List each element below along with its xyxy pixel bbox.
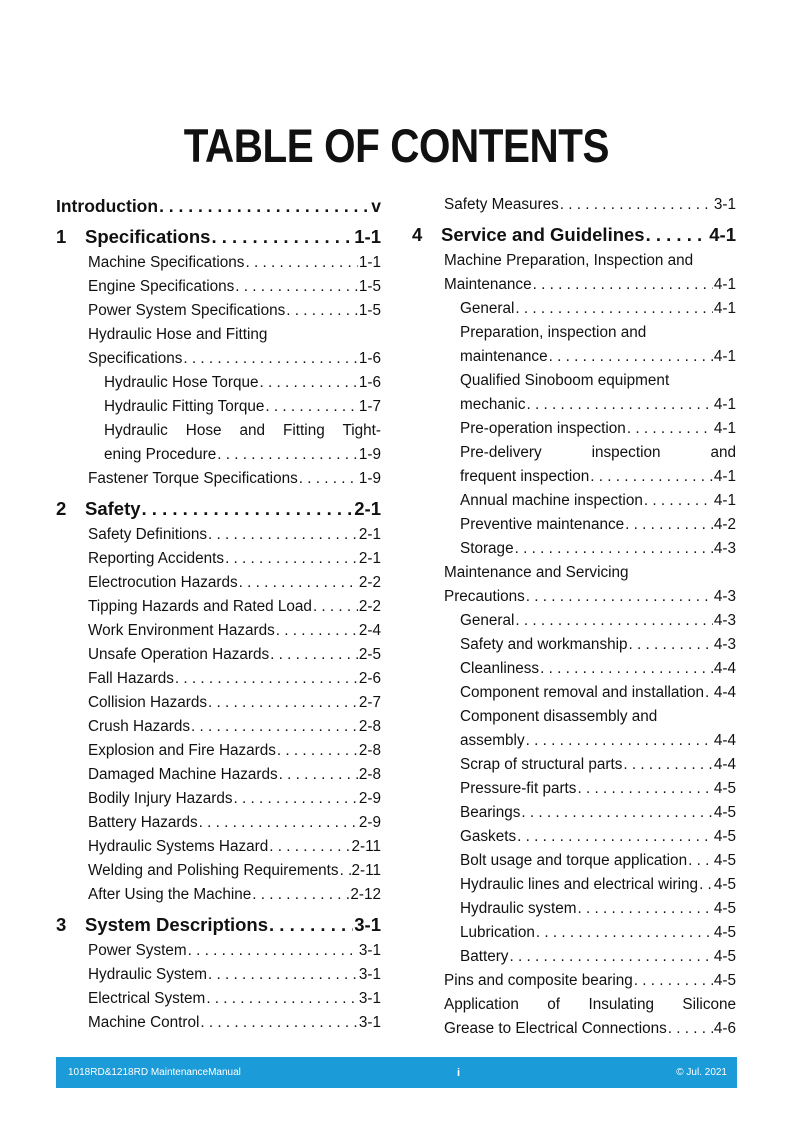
toc-page-number: 3-1 <box>358 966 381 983</box>
toc-entry-title: Fall Hazards <box>88 670 174 687</box>
toc-page-number: 2-9 <box>358 790 381 807</box>
section-number: 1 <box>56 226 67 247</box>
toc-entry-title: Hydraulic Hose and Fitting Tight- <box>104 422 381 439</box>
toc-entry-title: Machine Specifications <box>88 254 245 271</box>
dot-leader <box>159 193 370 219</box>
dot-leader <box>627 417 713 441</box>
toc-page-number: 4-1 <box>709 224 736 245</box>
toc-subentry[interactable] <box>56 323 381 347</box>
toc-entry-title: Machine Control <box>88 1014 200 1031</box>
toc-subsubentry[interactable] <box>412 729 736 753</box>
toc-entry-title: Battery <box>460 948 509 965</box>
toc-page-number: 4-5 <box>713 828 736 845</box>
toc-subsubentry[interactable] <box>56 395 381 419</box>
toc-entry-title: Hydraulic System <box>88 966 208 983</box>
toc-subentry[interactable] <box>56 787 381 811</box>
toc-entry-title: Hydraulic system <box>460 900 577 917</box>
dot-leader <box>276 619 358 643</box>
toc-page-number: 4-1 <box>713 276 736 293</box>
toc-subentry[interactable] <box>56 939 381 963</box>
toc-page-number: 4-1 <box>713 420 736 437</box>
dot-leader <box>590 465 713 489</box>
dot-leader <box>515 609 712 633</box>
toc-subentry[interactable] <box>56 251 381 275</box>
toc-subsubentry[interactable] <box>412 705 736 729</box>
toc-subentry[interactable] <box>56 347 381 371</box>
toc-subsubentry[interactable] <box>412 441 736 465</box>
toc-page-number: 4-5 <box>713 804 736 821</box>
dot-leader <box>517 825 713 849</box>
toc-entry-title: After Using the Machine <box>88 886 252 903</box>
toc-entry-title: Maintenance and Servicing <box>444 564 629 581</box>
toc-subentry[interactable] <box>56 763 381 787</box>
dot-leader <box>191 715 358 739</box>
toc-entry-title: Safety and workmanship <box>460 636 628 653</box>
toc-entry-title: Power System <box>88 942 187 959</box>
dot-leader <box>509 945 712 969</box>
toc-entry-title: frequent inspection <box>460 468 590 485</box>
dot-leader <box>235 275 358 299</box>
toc-entry-title: ening Procedure <box>104 446 217 463</box>
dot-leader <box>634 969 713 993</box>
toc-section-entry[interactable] <box>412 220 736 249</box>
dot-leader <box>340 859 351 883</box>
toc-page-number: 4-5 <box>713 876 736 893</box>
toc-page-number: 4-5 <box>713 780 736 797</box>
section-number: 4 <box>412 224 423 245</box>
toc-subsubentry[interactable] <box>412 489 736 513</box>
toc-page-number: 4-5 <box>713 924 736 941</box>
toc-page-number: 2-8 <box>358 718 381 735</box>
toc-subsubentry[interactable] <box>412 513 736 537</box>
toc-page-number: 4-4 <box>713 756 736 773</box>
toc-entry-title: Safety Measures <box>444 196 559 213</box>
toc-subentry[interactable] <box>56 883 381 907</box>
toc-entry-title: Power System Specifications <box>88 302 286 319</box>
toc-page-number: 4-3 <box>713 636 736 653</box>
dot-leader <box>526 585 713 609</box>
toc-entry-title: Machine Preparation, Inspection and <box>444 252 694 269</box>
toc-page-number: 4-4 <box>713 684 736 701</box>
toc-page-number: 1-5 <box>358 278 381 295</box>
dot-leader <box>234 787 358 811</box>
toc-page-number: 2-1 <box>358 550 381 567</box>
toc-entry-title: Fastener Torque Specifications <box>88 470 298 487</box>
toc-entry-title: System Descriptions <box>85 914 269 935</box>
toc-page-number: 1-5 <box>358 302 381 319</box>
dot-leader <box>206 987 358 1011</box>
toc-subentry[interactable] <box>56 467 381 491</box>
toc-page-number: 1-6 <box>358 350 381 367</box>
toc-subsubentry[interactable] <box>56 371 381 395</box>
toc-entry-title: Maintenance <box>444 276 532 293</box>
toc-entry-title: Reporting Accidents <box>88 550 225 567</box>
page-title: TABLE OF CONTENTS <box>183 119 610 172</box>
toc-subentry[interactable] <box>56 643 381 667</box>
dot-leader <box>142 494 354 523</box>
toc-subentry[interactable] <box>56 1011 381 1035</box>
toc-entry-title: Specifications <box>85 226 211 247</box>
dot-leader <box>199 811 358 835</box>
dot-leader <box>208 523 358 547</box>
dot-leader <box>208 691 358 715</box>
toc-entry-title: Bodily Injury Hazards <box>88 790 233 807</box>
toc-entry-title: Hydraulic lines and electrical wiring <box>460 876 699 893</box>
toc-entry-title: Bolt usage and torque application <box>460 852 688 869</box>
toc-page-number: 4-3 <box>713 612 736 629</box>
toc-subentry[interactable] <box>56 987 381 1011</box>
toc-entry-title: Safety <box>85 498 141 519</box>
toc-page-number: 2-9 <box>358 814 381 831</box>
dot-leader <box>245 251 357 275</box>
toc-subentry[interactable] <box>56 859 381 883</box>
dot-leader <box>269 910 353 939</box>
toc-subsubentry[interactable] <box>412 825 736 849</box>
toc-subentry[interactable] <box>56 619 381 643</box>
toc-subentry[interactable] <box>56 835 381 859</box>
dot-leader <box>279 763 358 787</box>
toc-entry-title: General <box>460 300 515 317</box>
toc-intro-entry[interactable] <box>56 193 381 219</box>
toc-page-number: 2-1 <box>358 526 381 543</box>
toc-entry-title: Damaged Machine Hazards <box>88 766 278 783</box>
toc-page-number: 2-7 <box>358 694 381 711</box>
toc-page-number: v <box>371 196 381 216</box>
dot-leader <box>313 595 358 619</box>
footer-manual-title: 1018RD&1218RD MaintenanceManual <box>68 1067 241 1078</box>
toc-page-number: 2-11 <box>351 838 381 855</box>
dot-leader <box>521 801 713 825</box>
toc-subentry[interactable] <box>412 273 736 297</box>
toc-page-number: 2-8 <box>358 742 381 759</box>
dot-leader <box>515 297 712 321</box>
toc-subentry[interactable] <box>56 715 381 739</box>
toc-entry-title: Gaskets <box>460 828 517 845</box>
toc-entry-title: Lubrication <box>460 924 535 941</box>
toc-right-column <box>412 193 736 1041</box>
toc-subsubentry[interactable] <box>412 801 736 825</box>
toc-page-number: 2-1 <box>354 498 381 519</box>
toc-entry-title: Battery Hazards <box>88 814 198 831</box>
toc-entry-title: Application of Insulating Silicone <box>444 996 736 1013</box>
toc-subentry[interactable] <box>56 691 381 715</box>
toc-entry-title: Hydraulic Fitting Torque <box>104 398 265 415</box>
toc-subsubentry[interactable] <box>56 419 381 443</box>
dot-leader <box>646 220 709 249</box>
dot-leader <box>526 393 712 417</box>
toc-page-number: 4-5 <box>713 972 736 989</box>
toc-subentry[interactable] <box>412 1017 736 1041</box>
toc-subentry[interactable] <box>412 249 736 273</box>
toc-page-number: 1-1 <box>358 254 381 271</box>
toc-page-number: 2-8 <box>358 766 381 783</box>
toc-entry-title: Introduction <box>56 196 159 216</box>
toc-section-entry[interactable] <box>56 222 381 251</box>
toc-page-number: 2-2 <box>358 598 381 615</box>
toc-page-number: 4-3 <box>713 588 736 605</box>
toc-page-number: 2-11 <box>351 862 381 879</box>
toc-subentry[interactable] <box>56 667 381 691</box>
dot-leader <box>526 729 713 753</box>
toc-page-number: 4-1 <box>713 348 736 365</box>
dot-leader <box>549 345 713 369</box>
toc-page-number: 4-2 <box>713 516 736 533</box>
toc-section-entry[interactable] <box>56 910 381 939</box>
toc-entry-title: Preparation, inspection and <box>460 324 647 341</box>
toc-page-number: 4-5 <box>713 852 736 869</box>
toc-subsubentry[interactable] <box>412 657 736 681</box>
dot-leader <box>577 777 712 801</box>
dot-leader <box>208 963 358 987</box>
dot-leader <box>577 897 712 921</box>
toc-subsubentry[interactable] <box>412 681 736 705</box>
toc-entry-title: Component removal and installation <box>460 684 705 701</box>
toc-subsubentry[interactable] <box>412 633 736 657</box>
toc-page-number: 4-4 <box>713 732 736 749</box>
toc-subentry[interactable] <box>56 547 381 571</box>
toc-entry-title: Pre-operation inspection <box>460 420 626 437</box>
toc-entry-title: Annual machine inspection <box>460 492 643 509</box>
toc-page-number: 4-1 <box>713 396 736 413</box>
dot-leader <box>533 273 713 297</box>
toc-subsubentry[interactable] <box>412 609 736 633</box>
toc-subentry[interactable] <box>56 595 381 619</box>
toc-subsubentry[interactable] <box>412 777 736 801</box>
toc-page-number: 2-6 <box>358 670 381 687</box>
dot-leader <box>269 835 350 859</box>
toc-page-number: 3-1 <box>354 914 381 935</box>
toc-entry-title: Tipping Hazards and Rated Load <box>88 598 312 615</box>
toc-subsubentry[interactable] <box>412 321 736 345</box>
toc-entry-title: Service and Guidelines <box>441 224 645 245</box>
toc-entry-title: Qualified Sinoboom equipment <box>460 372 670 389</box>
dot-leader <box>239 571 358 595</box>
dot-leader <box>668 1017 713 1041</box>
toc-page-number: 1-7 <box>358 398 381 415</box>
dot-leader <box>175 667 358 691</box>
dot-leader <box>705 681 713 705</box>
dot-leader <box>699 873 713 897</box>
toc-entry-title: Explosion and Fire Hazards <box>88 742 276 759</box>
dot-leader <box>270 643 358 667</box>
toc-page-number: 1-1 <box>354 226 381 247</box>
toc-subsubentry[interactable] <box>412 537 736 561</box>
footer-date: © Jul. 2021 <box>676 1067 727 1078</box>
toc-entry-title: Hydraulic Systems Hazard <box>88 838 269 855</box>
toc-subsubentry[interactable] <box>412 849 736 873</box>
toc-entry-title: Electrocution Hazards <box>88 574 238 591</box>
toc-page-number: 3-1 <box>358 990 381 1007</box>
toc-entry-title: Cleanliness <box>460 660 540 677</box>
toc-page-number: 2-4 <box>358 622 381 639</box>
toc-entry-title: Collision Hazards <box>88 694 208 711</box>
dot-leader <box>211 222 353 251</box>
toc-subentry[interactable] <box>56 811 381 835</box>
toc-entry-title: Crush Hazards <box>88 718 191 735</box>
toc-entry-title: Preventive maintenance <box>460 516 625 533</box>
toc-entry-title: Electrical System <box>88 990 206 1007</box>
dot-leader <box>625 513 713 537</box>
toc-entry-title: Specifications <box>88 350 183 367</box>
toc-page-number: 4-3 <box>713 540 736 557</box>
toc-entry-title: mechanic <box>460 396 526 413</box>
dot-leader <box>623 753 713 777</box>
toc-subentry[interactable] <box>412 969 736 993</box>
dot-leader <box>252 883 349 907</box>
toc-page-number: 1-9 <box>358 470 381 487</box>
section-number: 2 <box>56 498 67 519</box>
toc-subentry[interactable] <box>56 523 381 547</box>
dot-leader <box>629 633 713 657</box>
toc-subentry[interactable] <box>56 275 381 299</box>
toc-entry-title: assembly <box>460 732 525 749</box>
toc-entry-title: Grease to Electrical Connections <box>444 1020 667 1037</box>
toc-subsubentry[interactable] <box>412 753 736 777</box>
toc-page-number: 2-2 <box>358 574 381 591</box>
toc-section-entry[interactable] <box>56 494 381 523</box>
dot-leader <box>299 467 358 491</box>
toc-subsubentry[interactable] <box>412 897 736 921</box>
toc-page-number: 4-1 <box>713 300 736 317</box>
dot-leader <box>560 193 713 217</box>
toc-page-number: 4-5 <box>713 948 736 965</box>
toc-entry-title: Hydraulic Hose Torque <box>104 374 259 391</box>
dot-leader <box>259 371 357 395</box>
toc-entry-title: Pre-delivery inspection and <box>460 444 736 461</box>
toc-page-number: 1-9 <box>358 446 381 463</box>
toc-page-number: 4-4 <box>713 660 736 677</box>
toc-entry-title: General <box>460 612 515 629</box>
toc-subsubentry[interactable] <box>56 443 381 467</box>
toc-entry-title: maintenance <box>460 348 548 365</box>
toc-subentry[interactable] <box>412 193 736 217</box>
dot-leader <box>217 443 358 467</box>
toc-page-number: 3-1 <box>358 1014 381 1031</box>
toc-entry-title: Storage <box>460 540 514 557</box>
toc-subsubentry[interactable] <box>412 945 736 969</box>
toc-subentry[interactable] <box>56 963 381 987</box>
toc-entry-title: Pressure-fit parts <box>460 780 577 797</box>
toc-subsubentry[interactable] <box>412 297 736 321</box>
toc-entry-title: Engine Specifications <box>88 278 235 295</box>
dot-leader <box>286 299 358 323</box>
toc-subsubentry[interactable] <box>412 921 736 945</box>
toc-entry-title: Unsafe Operation Hazards <box>88 646 270 663</box>
toc-entry-title: Scrap of structural parts <box>460 756 623 773</box>
dot-leader <box>644 489 713 513</box>
dot-leader <box>200 1011 358 1035</box>
toc-page-number: 4-6 <box>713 1020 736 1037</box>
toc-subentry[interactable] <box>56 739 381 763</box>
toc-entry-title: Hydraulic Hose and Fitting <box>88 326 268 343</box>
toc-left-column <box>56 193 381 1035</box>
toc-entry-title: Safety Definitions <box>88 526 208 543</box>
toc-subentry[interactable] <box>412 993 736 1017</box>
dot-leader <box>225 547 358 571</box>
toc-page-number: 2-12 <box>350 886 381 903</box>
toc-page-number: 1-6 <box>358 374 381 391</box>
toc-page-number: 4-1 <box>713 468 736 485</box>
toc-subsubentry[interactable] <box>412 345 736 369</box>
toc-entry-title: Precautions <box>444 588 525 605</box>
toc-subentry[interactable] <box>412 585 736 609</box>
toc-subentry[interactable] <box>412 561 736 585</box>
toc-entry-title: Component disassembly and <box>460 708 658 725</box>
toc-subsubentry[interactable] <box>412 465 736 489</box>
toc-entry-title: Pins and composite bearing <box>444 972 633 989</box>
page-footer <box>56 1057 737 1088</box>
toc-page-number: 3-1 <box>713 196 736 213</box>
toc-entry-title: Work Environment Hazards <box>88 622 275 639</box>
dot-leader <box>540 657 713 681</box>
dot-leader <box>536 921 713 945</box>
toc-subentry[interactable] <box>56 571 381 595</box>
dot-leader <box>688 849 713 873</box>
footer-page-number: i <box>457 1066 461 1079</box>
section-number: 3 <box>56 914 67 935</box>
toc-page-number: 3-1 <box>358 942 381 959</box>
toc-subentry[interactable] <box>56 299 381 323</box>
dot-leader <box>265 395 357 419</box>
toc-entry-title: Welding and Polishing Requirements <box>88 862 339 879</box>
dot-leader <box>515 537 713 561</box>
toc-subsubentry[interactable] <box>412 369 736 393</box>
dot-leader <box>183 347 358 371</box>
dot-leader <box>188 939 358 963</box>
toc-entry-title: Bearings <box>460 804 521 821</box>
toc-subsubentry[interactable] <box>412 417 736 441</box>
toc-page-number: 2-5 <box>358 646 381 663</box>
toc-subsubentry[interactable] <box>412 873 736 897</box>
toc-subsubentry[interactable] <box>412 393 736 417</box>
dot-leader <box>277 739 358 763</box>
toc-page-number: 4-1 <box>713 492 736 509</box>
toc-page-number: 4-5 <box>713 900 736 917</box>
